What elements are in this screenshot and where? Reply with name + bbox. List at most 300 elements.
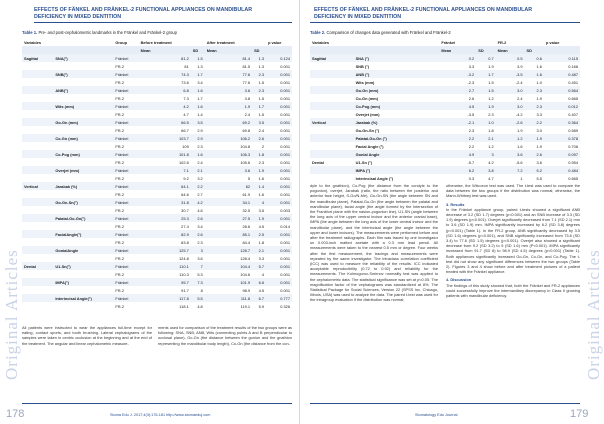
table-cell: [22, 254, 53, 262]
table-cell: 5.5: [536, 175, 542, 181]
table-cell: Fränkel: [113, 262, 138, 270]
table-cell: 3.4: [197, 79, 203, 85]
table-cell: 0.001: [280, 95, 290, 101]
table-cell: 9.2: [183, 175, 189, 181]
table-cell: 110.1: [139, 262, 191, 270]
table-cell: 4.2: [488, 159, 494, 165]
table-row: [22, 174, 292, 182]
header-cell: [53, 38, 113, 46]
table-cell: 2.3: [197, 143, 203, 149]
table-cell: 1.6: [191, 86, 205, 94]
table-cell: 69.2: [205, 118, 252, 126]
table-cell: [22, 270, 53, 278]
table-cell: 0.665: [568, 95, 578, 101]
table-cell: 1.2: [488, 95, 494, 101]
table-cell: SNA(°): [53, 54, 113, 62]
table-row: [22, 182, 292, 190]
table-cell: Sagittal: [310, 54, 354, 62]
table-row: [310, 54, 580, 62]
header-cell: Variables: [22, 38, 53, 46]
table-cell: Fränkel: [113, 166, 138, 174]
table-cell: GonialAngle: [53, 246, 113, 254]
table-cell: Fränkel: [113, 214, 138, 222]
table-cell: 0.001: [280, 271, 290, 277]
table-cell: [22, 102, 53, 110]
table-cell: Vertical: [22, 182, 53, 190]
table-row: [22, 190, 292, 198]
table-cell: [53, 238, 113, 246]
table-cell: 1.6: [191, 150, 205, 158]
table-row: [310, 142, 580, 150]
table-row: [310, 174, 580, 182]
table-row: [310, 78, 580, 86]
table-cell: FR-2: [115, 63, 125, 69]
table2-header-row: [310, 38, 580, 46]
table-cell: 0.001: [266, 134, 292, 142]
table-cell: [22, 214, 53, 222]
header-cell: FR-2: [496, 38, 525, 46]
table-cell: 0.001: [266, 102, 292, 110]
table-cell: 2.9: [197, 127, 203, 133]
table-cell: 64.1: [139, 182, 191, 190]
table-cell: 66.5: [139, 118, 191, 126]
table-cell: [310, 126, 354, 134]
table-cell: 1.9: [536, 95, 542, 101]
table-cell: 0.001: [266, 182, 292, 190]
table-cell: 7: [191, 262, 205, 270]
table-cell: 4.8: [197, 303, 203, 309]
table-cell: Fränkel: [113, 134, 138, 142]
table-cell: [53, 110, 113, 118]
table-cell: 106.2: [205, 134, 252, 142]
table-cell: 0.115: [544, 54, 580, 62]
table-cell: 5.2: [525, 166, 544, 174]
table-cell: 2.7: [439, 86, 476, 94]
table-cell: FR-2: [115, 271, 125, 277]
table-cell: SNB (°): [355, 63, 370, 69]
table-cell: Go-Gn-Sn (°): [355, 127, 380, 133]
table-cell: 8: [200, 287, 203, 293]
table-cell: 5.9: [258, 303, 265, 309]
table-cell: 3.3: [536, 111, 542, 117]
table-cell: 3.3: [468, 63, 475, 69]
table-cell: ANB(°): [53, 86, 113, 94]
table-cell: [22, 222, 53, 230]
table-cell: 0.001: [280, 143, 290, 149]
table-row: [22, 158, 292, 166]
table-row: [310, 126, 580, 134]
table-cell: 0.001: [280, 239, 290, 245]
table-cell: 95.7: [139, 278, 191, 286]
table-cell: [310, 142, 354, 150]
table-cell: -2.1: [439, 118, 476, 126]
table-cell: Wits (mm): [355, 79, 375, 85]
table-row: [22, 166, 292, 174]
table-cell: 104.4: [205, 262, 252, 270]
table-cell: 27.5: [205, 214, 252, 222]
table-row: [22, 246, 292, 254]
table-cell: 0.166: [568, 63, 578, 69]
table-cell: Fränkel: [113, 70, 138, 78]
subheader-cell: [266, 46, 292, 54]
table-cell: 4: [252, 198, 266, 206]
table-cell: [22, 62, 53, 70]
table-cell: 3: [191, 246, 205, 254]
table-row: [310, 94, 580, 102]
table-cell: 0.001: [266, 246, 292, 254]
table-cell: [53, 94, 113, 102]
table-cell: 2.3: [252, 70, 266, 78]
table-cell: [22, 294, 53, 302]
table-cell: -2.4: [515, 79, 523, 85]
table-cell: 0.124: [266, 54, 292, 62]
table-cell: 0.001: [280, 175, 290, 181]
table-cell: 2.2: [439, 134, 476, 142]
table-cell: 0.564: [544, 86, 580, 94]
table-cell: 0.001: [266, 198, 292, 206]
table-cell: FR-2: [115, 303, 125, 309]
subheader-cell: Mean: [139, 46, 191, 54]
table-cell: 4.2: [139, 102, 191, 110]
table-cell: [53, 270, 113, 278]
table-cell: [22, 70, 53, 78]
header-cell: Group: [113, 38, 138, 46]
table-cell: 62: [205, 182, 252, 190]
table-cell: 0.487: [544, 70, 580, 78]
table-cell: 1.8: [252, 150, 266, 158]
table-cell: 6.7: [252, 294, 266, 302]
table-cell: [22, 86, 53, 94]
table-cell: [310, 166, 354, 174]
table-cell: 0.326: [280, 303, 290, 309]
table-cell: Fränkel: [113, 278, 138, 286]
table-cell: Interincisal Angle(°): [53, 294, 113, 302]
table-cell: FR-2: [115, 79, 125, 85]
subheader-cell: [53, 46, 113, 54]
table-row: [310, 62, 580, 70]
table-cell: Go-Gn (mm): [354, 86, 440, 94]
subheader-cell: [22, 46, 53, 54]
table-cell: Fränkel: [113, 150, 138, 158]
table-cell: 34.1: [205, 198, 252, 206]
subheader-cell: SD: [252, 46, 266, 54]
table-cell: 0.001: [280, 111, 290, 117]
table-cell: 2.4: [517, 95, 523, 101]
table-cell: Palatal-Go-Gn(°): [53, 214, 113, 222]
table-row: [22, 134, 292, 142]
table-row: [22, 302, 292, 310]
table-cell: 81.5: [242, 63, 251, 69]
table-cell: [22, 118, 53, 126]
table1-header-row: [22, 38, 292, 46]
table-cell: [22, 142, 53, 150]
table-row: [22, 214, 292, 222]
table-cell: 2.6: [252, 134, 266, 142]
table-cell: [53, 62, 113, 70]
table-cell: -2.3: [467, 79, 475, 85]
table-cell: 2.2: [191, 182, 205, 190]
table-cell: Fränkel: [113, 198, 138, 206]
header-cell: [252, 38, 266, 46]
header-cell: Before treatment: [139, 38, 191, 46]
table-cell: 3: [476, 150, 495, 158]
table-cell: FR-2: [115, 95, 125, 101]
table-cell: [53, 254, 113, 262]
table-cell: 106.3: [205, 150, 252, 158]
subheader-cell: [310, 46, 354, 54]
table-cell: U1-Sn(°): [53, 262, 113, 270]
table-cell: 1.8: [258, 239, 265, 245]
table-cell: FR-2: [115, 223, 125, 229]
table-cell: 3.4: [197, 223, 203, 229]
table-cell: [22, 230, 53, 238]
table-cell: 91.7: [181, 287, 189, 293]
table-cell: 66.7: [181, 127, 189, 133]
table-cell: 77.6: [242, 79, 251, 85]
table-cell: 104.6: [240, 271, 251, 277]
table-row: [22, 70, 292, 78]
table-cell: 1.2: [488, 143, 494, 149]
table-cell: 117.8: [139, 294, 191, 302]
table-cell: Dental: [22, 262, 53, 270]
table-cell: 2.3: [488, 111, 494, 117]
table-cell: 109: [182, 143, 189, 149]
table-cell: [53, 126, 113, 134]
table-cell: -3.2: [439, 70, 476, 78]
table-cell: [310, 150, 354, 158]
table2-subheader-row: [310, 46, 580, 54]
table-cell: [22, 126, 53, 134]
table-cell: 2.6: [191, 230, 205, 238]
table-cell: 1.0: [536, 79, 542, 85]
table-cell: Vertical: [310, 118, 354, 126]
table-cell: [22, 94, 53, 102]
table1-caption-label: Table 1.: [22, 30, 38, 35]
table-row: [310, 70, 580, 78]
table-cell: 1: [520, 175, 523, 181]
table-cell: 0.003: [280, 207, 290, 213]
table-cell: 2.6: [468, 95, 475, 101]
table2-body: [310, 54, 580, 182]
table-cell: [310, 174, 354, 182]
table-cell: 0.5: [496, 54, 525, 62]
table-cell: 1.9: [252, 214, 266, 222]
table-row: [22, 102, 292, 110]
table-2: [310, 38, 580, 182]
header-cell: After treatment: [205, 38, 252, 46]
table-cell: 1.7: [476, 70, 495, 78]
table-cell: [310, 86, 354, 94]
table-cell: [22, 134, 53, 142]
subheader-cell: Mean: [496, 46, 525, 54]
table-cell: 2.1: [252, 246, 266, 254]
table-cell: 1.9: [525, 134, 544, 142]
table-cell: 4.5: [258, 287, 265, 293]
table-cell: FR-2: [115, 159, 125, 165]
table-cell: [22, 150, 53, 158]
running-header-right: EFFECTS OF FÄNKEL AND FRÄNKEL-2 FUNCTIONAL APPLIANCES ON MANDIBULAR DEFICIENCY IN MIXED DENTITION: [314, 7, 533, 20]
table-cell: Facial Angle (°): [355, 143, 384, 149]
table-cell: 3.0: [536, 127, 542, 133]
left-footer-rule: [22, 403, 292, 404]
table-cell: 31.8: [139, 198, 191, 206]
table-cell: 4.5: [258, 223, 265, 229]
table-cell: 125.7: [139, 246, 191, 254]
table-cell: 0.364: [544, 118, 580, 126]
table-row: [310, 134, 580, 142]
table-cell: 0.001: [280, 287, 290, 293]
table-cell: 1.6: [536, 63, 542, 69]
table-cell: 1.5: [258, 95, 265, 101]
table-cell: SNB(°): [53, 70, 113, 78]
table-cell: FacialAngle(°): [53, 230, 113, 238]
right-page: [300, 0, 603, 424]
table-cell: [22, 278, 53, 286]
table-row: [22, 206, 292, 214]
table-cell: 0.001: [266, 166, 292, 174]
table-cell: 1.2: [496, 134, 525, 142]
table-cell: 0.001: [266, 278, 292, 286]
table-cell: [53, 142, 113, 150]
table-cell: [310, 102, 354, 110]
table-cell: 2.6: [191, 214, 205, 222]
table-cell: 1.0: [476, 118, 495, 126]
table-cell: 1.4: [197, 111, 203, 117]
table-cell: 2.3: [525, 102, 544, 110]
table-cell: 28.6: [242, 223, 251, 229]
right-footer-rule: [310, 403, 580, 404]
subheader-cell: [354, 46, 440, 54]
table-cell: 119.1: [240, 303, 251, 309]
table-cell: -2.6: [496, 118, 525, 126]
table-cell: [22, 78, 53, 86]
table-cell: 5.5: [191, 294, 205, 302]
table-cell: 0.001: [266, 70, 292, 78]
table-cell: Wits (mm): [53, 102, 113, 110]
right-footer-text: Stomatology Edu Journal: [415, 413, 458, 417]
table-cell: [53, 206, 113, 214]
table-cell: 1.7: [191, 70, 205, 78]
table-row: [22, 94, 292, 102]
table-cell: Co-Pog (mm): [354, 102, 440, 110]
table-cell: 85.1: [205, 230, 252, 238]
table-1: [22, 38, 292, 310]
table-cell: 1.3: [197, 63, 203, 69]
table-cell: IMPA(°): [53, 278, 113, 286]
table-cell: [22, 246, 53, 254]
table-cell: IMPA (°): [354, 166, 440, 174]
table-cell: 0.589: [568, 127, 578, 133]
table-cell: 6.6: [252, 278, 266, 286]
table-row: [310, 158, 580, 166]
table-cell: SNA (°): [354, 54, 440, 62]
table-cell: 7.2: [496, 166, 525, 174]
right-body-col2: otherwise, the Wilcoxon test was used. The t-test was used to compare the data between the two groups if the distribution was normal; otherwise, the Mann-Whitney test was used.: [446, 183, 580, 199]
table-cell: 0.014: [280, 223, 290, 229]
table-cell: 1.6: [258, 191, 265, 197]
table-cell: 3.0: [496, 102, 525, 110]
table-cell: 4.6: [197, 207, 203, 213]
table-cell: -5.7: [467, 159, 475, 165]
table-cell: 118.1: [179, 303, 189, 309]
table-cell: 1.6: [258, 175, 265, 181]
header-cell: [476, 38, 495, 46]
table-cell: 3.5: [191, 118, 205, 126]
table-cell: Fränkel: [113, 230, 138, 238]
subheader-cell: SD: [476, 46, 495, 54]
table-cell: FR-2: [115, 127, 125, 133]
table-cell: 102.6: [179, 159, 189, 165]
table-row: [22, 222, 292, 230]
running-header: EFFECTS OF FÄNKEL AND FRÄNKEL-2 FUNCTIONAL APPLIANCES ON MANDIBULAR DEFICIENCY IN MIXED DENTITION: [34, 7, 253, 20]
table-cell: Fränkel: [113, 102, 138, 110]
table-cell: 61.9: [242, 191, 251, 197]
table-cell: [22, 286, 53, 294]
table-cell: [310, 94, 354, 102]
table-cell: 4.7: [183, 111, 189, 117]
table-row: [22, 54, 292, 62]
table-cell: 0.001: [266, 214, 292, 222]
table-cell: 2.4: [258, 127, 265, 133]
table-row: [22, 78, 292, 86]
table-cell: 4: [261, 271, 265, 277]
table-cell: 5: [247, 175, 251, 181]
table-cell: [22, 206, 53, 214]
left-page-number: 178: [6, 408, 25, 420]
table-cell: 1.6: [191, 102, 205, 110]
subheader-cell: [544, 46, 580, 54]
table-cell: [310, 62, 354, 70]
table-cell: 30.7: [181, 207, 189, 213]
table-row: [310, 102, 580, 110]
table-cell: [53, 302, 113, 310]
table-cell: 81: [184, 63, 189, 69]
table-cell: 3.2: [197, 175, 203, 181]
table-cell: 2.3: [258, 159, 265, 165]
table-cell: 0.484: [544, 166, 580, 174]
table-row: [22, 126, 292, 134]
table-cell: U1-Sn (°): [355, 159, 373, 165]
table-row: [22, 270, 292, 278]
table-cell: 2.5: [252, 230, 266, 238]
table-cell: 124.8: [179, 255, 189, 261]
table1-caption-text: Pre- and post-cephalometric landmarks in the Fränkel and Fränkel-2 group: [37, 30, 177, 35]
table-cell: 1.5: [191, 54, 205, 62]
table-cell: 0.451: [568, 79, 578, 85]
table-cell: [53, 190, 113, 198]
table-cell: 3.0: [496, 86, 525, 94]
table-row: [22, 118, 292, 126]
table1-body: [22, 54, 292, 310]
table-cell: FR-2: [115, 143, 125, 149]
table-cell: 2.3: [197, 239, 203, 245]
table-cell: [310, 70, 354, 78]
table-cell: 25.3: [139, 214, 191, 222]
table-cell: 98.9: [242, 287, 251, 293]
table-cell: 3.5: [252, 118, 266, 126]
table-cell: 104.8: [240, 143, 251, 149]
subheader-cell: [113, 46, 138, 54]
table-cell: Fränkel: [113, 182, 138, 190]
right-body-col1: dyle to the gnathion), Co-Pog (the distance from the condyle to the pogonion), overjet, Jarabak (ratio, the ratio between the posterior and anterior face height, S-Go/N-Me), Go-Gn-SN (the angle between SN and the mandibular plane), Palatal-Go-Gn (the angle between the palatal and mandibular plane), facial angle (the angle formed by the intersection of the Frankfort plane with the nasion-pogonion line), U1-SN (angle between the long axis of the upper central incisor and the anterior cranial base), IMPA (the angle between the long axis of the lower central incisor and the mandibular plane), and the interincisal angle (the angle between the upper and lower incisors). The measurements were performed before and after the treatment radiographs. Each film was traced by one investigator on 0.003-inch matted acetate with a 0.3 mm lead pencil. All measurements were taken to the nearest 0.5 mm or degree. Four weeks after the first measurement, the tracings and measurements were repeated by the same investigator. The intraclass correlation coefficient (ICC) was used to measure the reliability of the results. ICC indicated acceptable reproducibility (0.72 to 0.92) and reliability for the measurements. The Kolmogorov-Smirnov normality test was applied to the cephalometric data. The statistical significance was set at p<0.05. The magnification factor of the cephalograms was standardized at 8%. The Statistical Package for Social Sciences, Version 22 (SPSS Inc. Chicago, Illinois, USA) was used to analyze the data. The paired t-test was used for the intragroup evaluation if the distribution was normal;: [310, 183, 438, 303]
table-cell: Fränkel: [113, 86, 138, 94]
table-cell: 4.2: [191, 198, 205, 206]
table-cell: -3.5: [467, 111, 475, 117]
table-cell: 5.3: [197, 271, 203, 277]
table-cell: 0.001: [266, 118, 292, 126]
table-row: [22, 142, 292, 150]
table-cell: Fränkel: [113, 118, 138, 126]
